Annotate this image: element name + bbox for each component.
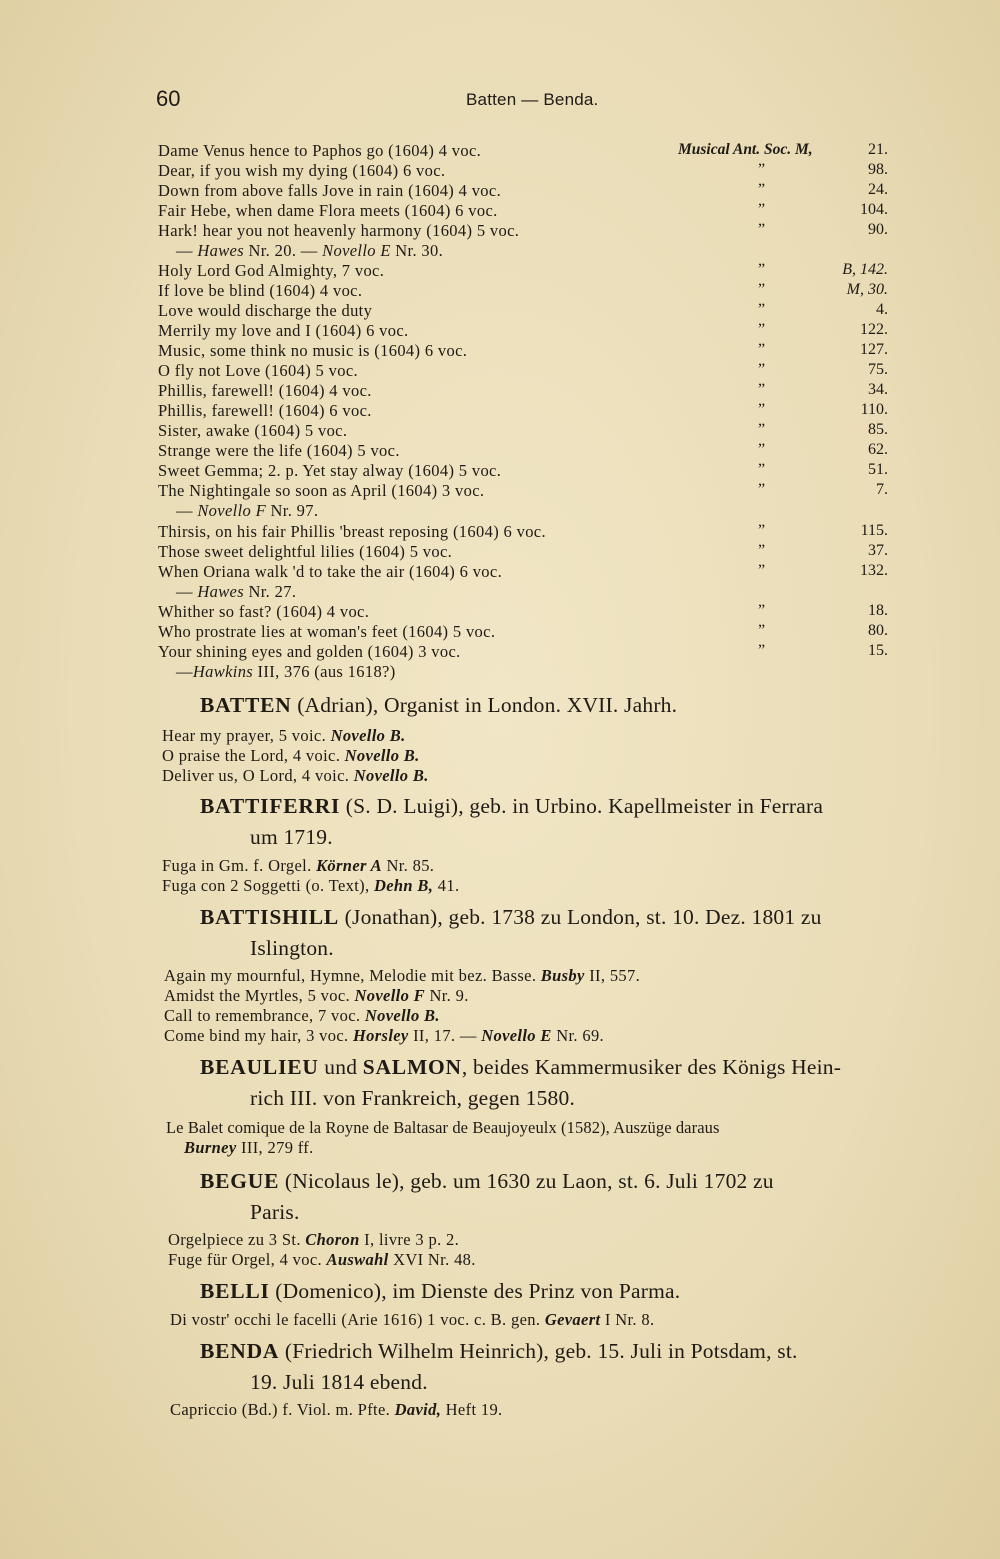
entry-heading-begue: BEGUE (Nicolaus le), geb. um 1630 zu Laon, st. 6. Juli 1702 zu: [200, 1169, 774, 1193]
entry-heading-continuation: um 1719.: [250, 825, 333, 849]
list-item: Merrily my love and I (1604) 6 voc. ” 122.: [158, 321, 888, 340]
work-line: Fuge für Orgel, 4 voc. Auswahl XVI Nr. 48.: [168, 1250, 476, 1269]
entry-heading-continuation: rich III. von Frankreich, gegen 1580.: [250, 1086, 576, 1110]
list-item: Whither so fast? (1604) 4 voc. ” 18.: [158, 602, 888, 621]
list-item: Dear, if you wish my dying (1604) 6 voc. ” 98.: [158, 161, 888, 180]
page-number: 60: [156, 86, 181, 111]
work-line: Again my mournful, Hymne, Melodie mit bez. Basse. Busby II, 557.: [164, 966, 641, 985]
work-line: Di vostr' occhi le facelli (Arie 1616) 1 voc. c. B. gen. Gevaert I Nr. 8.: [170, 1310, 655, 1329]
list-item: When Oriana walk 'd to take the air (1604) 6 voc. ” 132.: [158, 562, 888, 581]
list-item: Those sweet delightful lilies (1604) 5 voc. ” 37.: [158, 542, 888, 561]
continuation-line: — Hawes Nr. 27.: [176, 582, 297, 601]
entry-heading-beaulieu: BEAULIEU und SALMON, beides Kammermusiker des Königs Hein-: [200, 1055, 842, 1079]
work-line: Capriccio (Bd.) f. Viol. m. Pfte. David, Heft 19.: [170, 1400, 503, 1419]
entry-heading-continuation: Islington.: [250, 936, 334, 960]
entry-heading-continuation: Paris.: [250, 1200, 300, 1224]
list-item: Sweet Gemma; 2. p. Yet stay alway (1604) 5 voc. ” 51.: [158, 461, 888, 480]
work-line: Fuga con 2 Soggetti (o. Text), Dehn B, 41.: [162, 876, 460, 895]
continuation-line: —Hawkins III, 376 (aus 1618?): [176, 662, 396, 681]
continuation-line: — Novello F Nr. 97.: [176, 501, 319, 520]
list-item: Sister, awake (1604) 5 voc. ” 85.: [158, 421, 888, 440]
list-item: If love be blind (1604) 4 voc. ” M, 30.: [158, 281, 888, 300]
work-line: Come bind my hair, 3 voc. Horsley II, 17. — Novello E Nr. 69.: [164, 1026, 605, 1045]
source-label: Musical Ant. Soc. M,: [678, 141, 813, 158]
list-item: Phillis, farewell! (1604) 6 voc. ” 110.: [158, 401, 888, 420]
list-item: Fair Hebe, when dame Flora meets (1604) 6 voc. ” 104.: [158, 201, 888, 220]
list-item: O fly not Love (1604) 5 voc. ” 75.: [158, 361, 888, 380]
running-head: Batten — Benda.: [466, 90, 599, 109]
list-item: Strange were the life (1604) 5 voc. ” 62.: [158, 441, 888, 460]
work-line: O praise the Lord, 4 voic. Novello B.: [162, 746, 420, 765]
list-item: Music, some think no music is (1604) 6 voc. ” 127.: [158, 341, 888, 360]
list-item: Your shining eyes and golden (1604) 3 voc. ” 15.: [158, 642, 888, 661]
entry-heading-battiferri: BATTIFERRI (S. D. Luigi), geb. in Urbino. Kapellmeister in Ferrara: [200, 794, 824, 818]
work-line: Call to remembrance, 7 voc. Novello B.: [164, 1006, 440, 1025]
list-item: Thirsis, on his fair Phillis 'breast reposing (1604) 6 voc. ” 115.: [158, 522, 888, 541]
list-item: Hark! hear you not heavenly harmony (1604) 5 voc. ” 90.: [158, 221, 888, 240]
work-line: Hear my prayer, 5 voic. Novello B.: [162, 726, 406, 745]
list-item: Holy Lord God Almighty, 7 voc. ” B, 142.: [158, 261, 888, 280]
list-item: The Nightingale so soon as April (1604) 3 voc. ” 7.: [158, 481, 888, 500]
entry-heading-batten: BATTEN (Adrian), Organist in London. XVII. Jahrh.: [200, 693, 678, 717]
entry-heading-belli: BELLI (Domenico), im Dienste des Prinz von Parma.: [200, 1279, 681, 1303]
entry-heading-continuation: 19. Juli 1814 ebend.: [250, 1370, 428, 1394]
list-item: Love would discharge the duty ” 4.: [158, 301, 888, 320]
list-item: Who prostrate lies at woman's feet (1604) 5 voc. ” 80.: [158, 622, 888, 641]
work-line: Amidst the Myrtles, 5 voc. Novello F Nr. 9.: [164, 986, 469, 1005]
list-item: Dame Venus hence to Paphos go (1604) 4 voc. Musical Ant. Soc. M, 21.: [158, 141, 888, 160]
work-line: Le Balet comique de la Royne de Baltasar de Beaujoyeulx (1582), Auszüge daraus: [166, 1118, 720, 1137]
work-line: Burney III, 279 ff.: [184, 1138, 314, 1157]
work-line: Orgelpiece zu 3 St. Choron I, livre 3 p. 2.: [168, 1230, 460, 1249]
list-item: Phillis, farewell! (1604) 4 voc. ” 34.: [158, 381, 888, 400]
entry-heading-benda: BENDA (Friedrich Wilhelm Heinrich), geb. 15. Juli in Potsdam, st.: [200, 1339, 798, 1363]
work-line: Deliver us, O Lord, 4 voic. Novello B.: [162, 766, 429, 785]
entry-heading-battishill: BATTISHILL (Jonathan), geb. 1738 zu London, st. 10. Dez. 1801 zu: [200, 905, 822, 929]
continuation-line: — Hawes Nr. 20. — Novello E Nr. 30.: [176, 241, 444, 260]
work-line: Fuga in Gm. f. Orgel. Körner A Nr. 85.: [162, 856, 435, 875]
list-item: Down from above falls Jove in rain (1604) 4 voc. ” 24.: [158, 181, 888, 200]
